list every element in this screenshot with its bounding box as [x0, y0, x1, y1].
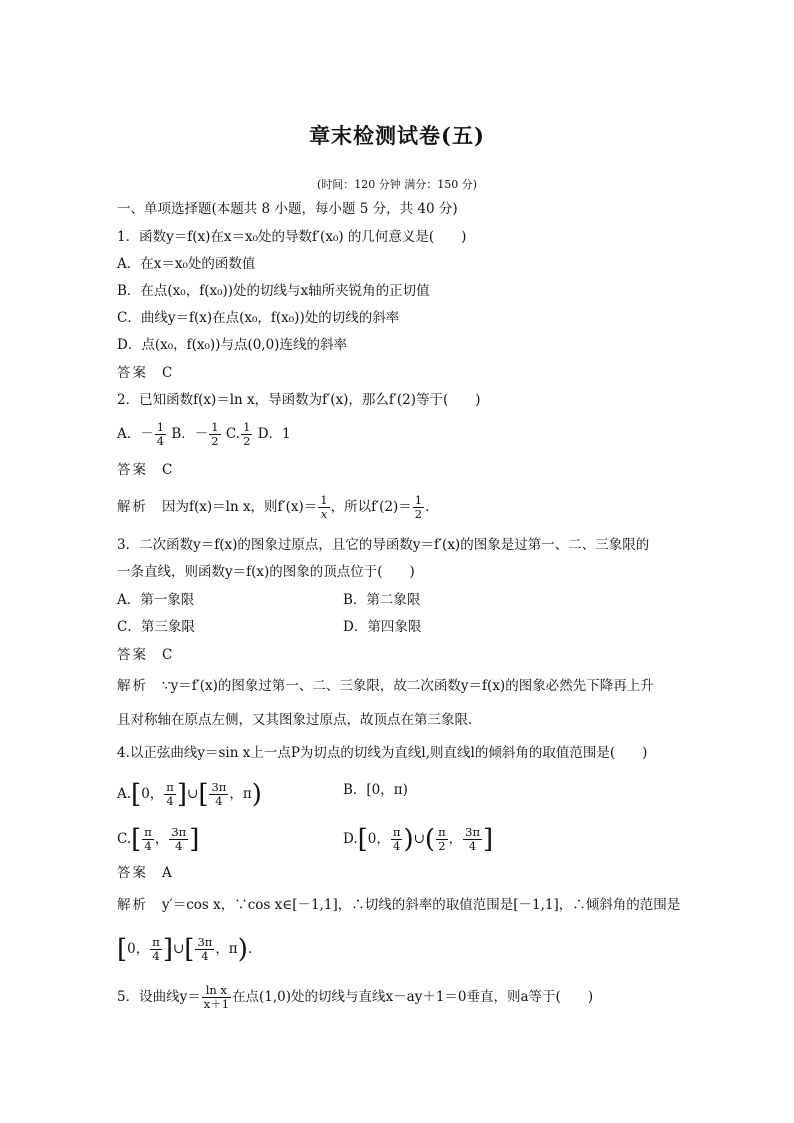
q2-stem: 2．已知函数f(x)＝ln x，导函数为f′(x)，那么f′(2)等于( )	[117, 392, 481, 408]
answer-label: 答案	[117, 462, 148, 478]
q2-option-c-prefix: C.	[225, 426, 241, 442]
q2-analysis-fraction-1: $\frac{1}{x}$	[320, 493, 328, 521]
q4-stem: 4.以正弦曲线y＝sin x上一点P为切点的切线为直线l,则直线l的倾斜角的取值范围是( )	[117, 745, 648, 761]
q2-option-a-prefix: A．－	[117, 426, 154, 442]
analysis-label: 解析	[117, 678, 148, 694]
q1-option-b: B．在点(x₀，f(x₀))处的切线与x轴所夹锐角的正切值	[117, 283, 430, 299]
q5-stem: 5．设曲线y＝ $\frac{\text{ln x}}{x+1}$ 在点(1,0)处的切线与直线x－ay＋1＝0垂直，则a等于( )	[117, 983, 594, 1011]
q4-answer-value: A	[162, 865, 172, 881]
q2-answer	[117, 461, 172, 479]
q2-option-a-fraction: $\frac{1}{4}$	[156, 420, 165, 448]
q1-option-d: D．点(x₀，f(x₀))与点(0,0)连线的斜率	[117, 337, 347, 353]
q1-option-c: C．曲线y＝f(x)在点(x₀，f(x₀))处的切线的斜率	[117, 310, 400, 326]
q2-option-d: D．1	[257, 426, 291, 442]
q2-analysis-fraction-2: $\frac{1}{2}$	[414, 493, 423, 521]
analysis-label: 解析	[117, 897, 148, 913]
q1-answer-value: C	[162, 365, 173, 381]
q1-option-a: A．在x＝x₀处的函数值	[117, 256, 256, 272]
q3-option-d: D．第四象限	[343, 619, 422, 635]
exam-info: (时间：120 分钟 满分：150 分)	[316, 178, 478, 191]
q2-option-c-fraction: $\frac{1}{2}$	[243, 420, 251, 448]
q4-option-b: B．[0，π)	[343, 782, 408, 798]
page-title: 章末检测试卷(五)	[309, 123, 485, 148]
q4-option-d: D.[0， $\frac{\pi}{4}$ )∪( $\frac{\pi}{2}$ ， $\frac{3\pi}{4}$ ]	[343, 824, 494, 855]
q3-option-a: A．第一象限	[117, 592, 195, 608]
q3-stem-line1: 3．二次函数y＝f(x)的图象过原点，且它的导函数y＝f′(x)的图象是过第一、二、三象限的	[117, 537, 650, 553]
q2-option-b-prefix: B．－	[171, 426, 209, 442]
q4-answer	[117, 864, 172, 882]
answer-label: 答案	[117, 365, 148, 381]
q4-option-c: C.[ $\frac{\pi}{4}$ ， $\frac{3\pi}{4}$ ]	[117, 824, 200, 855]
q4-analysis-line2: [0， $\frac{\pi}{4}$ ]∪[ $\frac{3\pi}{4}$ ，π).	[117, 934, 253, 965]
q4-option-a: A.[0， $\frac{\pi}{4}$ ]∪[ $\frac{3\pi}{4}$ ，π)	[117, 779, 262, 810]
q4-analysis-line1: 解析 y′＝cos x，∵cos x∈[－1,1]，∴切线的斜率的取值范围是[－1,1]，∴倾斜角的范围是	[117, 897, 681, 913]
q2-option-b-fraction: $\frac{1}{2}$	[211, 420, 219, 448]
q2-options	[117, 421, 291, 448]
analysis-label: 解析	[117, 499, 148, 515]
q2-answer-value: C	[162, 462, 173, 478]
q3-option-b: B．第二象限	[343, 592, 421, 608]
q3-stem-line2: 一条直线，则函数y＝f(x)的图象的顶点位于( )	[117, 564, 415, 580]
q3-analysis-line2: 且对称轴在原点左侧，又其图象过原点，故顶点在第三象限．	[117, 712, 482, 728]
answer-label: 答案	[117, 865, 148, 881]
answer-label: 答案	[117, 647, 148, 663]
q3-answer-value: C	[162, 647, 173, 663]
q1-answer	[117, 364, 172, 382]
q3-analysis-line1: 解析 ∵y＝f′(x)的图象过第一、二、三象限，故二次函数y＝f(x)的图象必然先下降再上升	[117, 678, 654, 694]
q3-answer	[117, 646, 172, 664]
q5-fraction: $\frac{\text{ln x}}{x+1}$	[203, 983, 230, 1011]
q1-stem: 1．函数y＝f(x)在x＝x₀处的导数f′(x₀) 的几何意义是( )	[117, 229, 467, 245]
q2-analysis: 解析 因为f(x)＝ln x，则f′(x)＝ $\frac{1}{x}$ ，所以f′(2)＝ $\frac{1}{2}$ .	[117, 493, 430, 521]
q3-option-c: C．第三象限	[117, 619, 195, 635]
section-heading: 一、单项选择题(本题共 8 小题，每小题 5 分，共 40 分)	[117, 201, 458, 217]
